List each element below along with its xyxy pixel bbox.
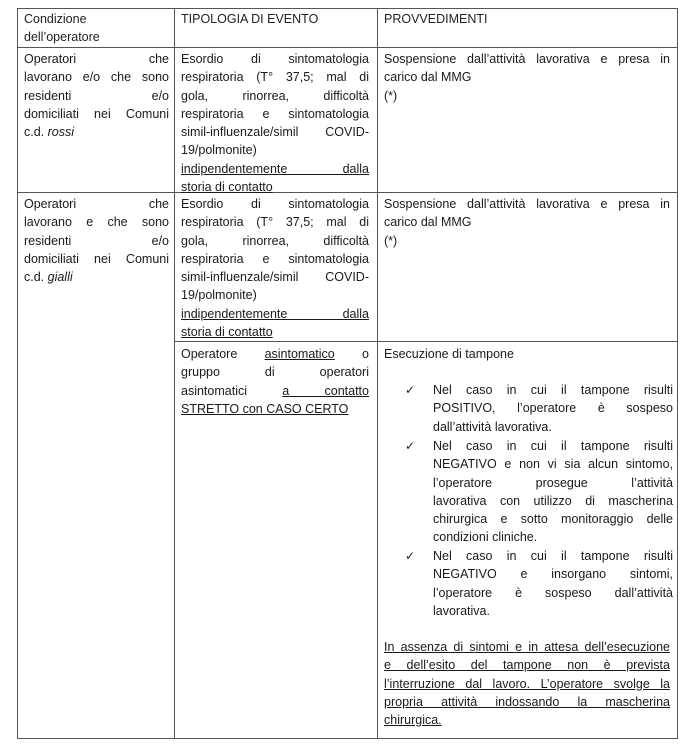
column-divider-1 bbox=[174, 8, 175, 739]
underlined-line: storia di contatto bbox=[181, 325, 273, 340]
table-border-left bbox=[17, 8, 18, 739]
underlined-line: e dell’esito del tampone non è prevista bbox=[384, 658, 670, 673]
zone-color-label: gialli bbox=[47, 270, 73, 285]
text-line: respiratoria (T° 37,5; mal di bbox=[181, 215, 369, 230]
underlined-line: indipendentemente dalla bbox=[181, 161, 369, 176]
row3-provvedimenti-title: Esecuzione di tampone bbox=[384, 347, 514, 361]
bullet-item-positivo bbox=[405, 381, 673, 436]
check-mark-icon: ✓ bbox=[405, 383, 416, 397]
text-line bbox=[24, 268, 169, 286]
text-line bbox=[181, 382, 369, 400]
row3-note bbox=[384, 638, 670, 729]
zone-color-label: rossi bbox=[47, 125, 75, 140]
text-line: respiratoria e sintomatologia bbox=[181, 106, 369, 121]
text-line: carico dal MMG bbox=[384, 215, 472, 230]
row3-tipologia bbox=[181, 345, 369, 418]
text-line: Nel caso in cui il tampone risulti bbox=[433, 549, 673, 563]
table-border-bottom bbox=[17, 738, 677, 739]
header-condizione-line: dell’operatore bbox=[24, 30, 100, 44]
text-line: respiratoria (T° 37,5; mal di bbox=[181, 70, 369, 85]
underlined-line: STRETTO con CASO CERTO bbox=[181, 401, 349, 416]
text-line: POSITIVO, l’operatore è sospeso bbox=[433, 401, 673, 416]
text-line: Esordio di sintomatologia bbox=[181, 197, 369, 211]
text-line: Operatori che bbox=[24, 197, 169, 211]
text-fragment: c.d. bbox=[24, 125, 48, 140]
text-line: Sospensione dall’attività lavorativa e presa in bbox=[384, 52, 670, 66]
row2-condizione bbox=[24, 195, 169, 286]
header-tipologia: TIPOLOGIA DI EVENTO bbox=[181, 12, 319, 26]
text-line: Operatori che bbox=[24, 52, 169, 66]
text-line: residenti e/o bbox=[24, 233, 169, 248]
text-line: domiciliati nei Comuni bbox=[24, 251, 169, 266]
underlined-line: storia di contatto bbox=[181, 180, 273, 195]
text-line: chirurgica e sotto monitoraggio delle bbox=[433, 512, 673, 527]
text-line: 19/polmonite) bbox=[181, 143, 257, 158]
row2-provvedimenti bbox=[384, 195, 670, 250]
header-provvedimenti: PROVVEDIMENTI bbox=[384, 12, 488, 26]
text-line: Esordio di sintomatologia bbox=[181, 52, 369, 66]
text-line: Nel caso in cui il tampone risulti bbox=[433, 439, 673, 453]
text-fragment: asintomatici bbox=[181, 383, 283, 398]
text-fragment: c.d. bbox=[24, 270, 48, 285]
text-line: Sospensione dall’attività lavorativa e presa in bbox=[384, 197, 670, 211]
header-condizione bbox=[24, 10, 169, 46]
row1-condizione bbox=[24, 50, 169, 141]
text-line: lavorativa. bbox=[433, 603, 490, 618]
text-fragment: o bbox=[334, 347, 369, 361]
underlined-line: l’interruzione dal lavoro. L’operatore svolge la bbox=[384, 676, 670, 691]
bullet-item-negativo-sintomi bbox=[405, 547, 673, 620]
text-line: NEGATIVO e insorgano sintomi, bbox=[433, 567, 673, 582]
check-mark-icon: ✓ bbox=[405, 439, 416, 453]
row2-tipologia bbox=[181, 195, 369, 341]
text-line: 19/polmonite) bbox=[181, 288, 257, 303]
column-divider-2 bbox=[377, 8, 378, 739]
text-line: domiciliati nei Comuni bbox=[24, 106, 169, 121]
asterisk-note-ref: (*) bbox=[384, 88, 398, 103]
text-line bbox=[24, 123, 169, 141]
text-line: l’operatore prosegue l’attività bbox=[433, 475, 673, 490]
text-line: lavorativa con utilizzo di mascherina bbox=[433, 493, 673, 508]
header-divider bbox=[17, 47, 677, 48]
check-mark-icon: ✓ bbox=[405, 549, 416, 563]
text-line: NEGATIVO e non vi sia alcun sintomo, bbox=[433, 457, 673, 472]
text-line: l’operatore è sospeso dall’attività bbox=[433, 585, 673, 600]
underlined-line: In assenza di sintomi e in attesa dell’esecuzione bbox=[384, 640, 670, 654]
text-line: lavorano e/o che sono bbox=[24, 70, 169, 85]
header-condizione-line: Condizione bbox=[24, 12, 87, 26]
text-line: gruppo di operatori bbox=[181, 365, 369, 380]
text-line: gola, rinorrea, difficoltà bbox=[181, 233, 369, 248]
bullet-item-negativo-no-sintomi bbox=[405, 437, 673, 547]
row1-provvedimenti bbox=[384, 50, 670, 105]
table-border-top bbox=[17, 8, 677, 9]
text-line: respiratoria e sintomatologia bbox=[181, 251, 369, 266]
underlined-line: propria attività indossando la mascherina bbox=[384, 694, 670, 709]
underlined-line: chirurgica. bbox=[384, 713, 442, 728]
underlined-word: asintomatico bbox=[264, 347, 335, 361]
text-fragment: Operatore bbox=[181, 347, 265, 361]
underlined-word: a contatto bbox=[282, 383, 369, 398]
text-line: simil-influenzale/simil COVID- bbox=[181, 270, 369, 285]
text-line: dall’attività lavorativa. bbox=[433, 419, 552, 434]
row1-tipologia bbox=[181, 50, 369, 196]
text-line: Nel caso in cui il tampone risulti bbox=[433, 383, 673, 397]
text-line: lavorano e che sono bbox=[24, 215, 169, 230]
text-line bbox=[181, 345, 369, 363]
underlined-line: indipendentemente dalla bbox=[181, 306, 369, 321]
text-line: residenti e/o bbox=[24, 88, 169, 103]
text-line: gola, rinorrea, difficoltà bbox=[181, 88, 369, 103]
text-line: carico dal MMG bbox=[384, 70, 472, 85]
text-line: condizioni cliniche. bbox=[433, 530, 538, 545]
text-line: simil-influenzale/simil COVID- bbox=[181, 125, 369, 140]
asterisk-note-ref: (*) bbox=[384, 233, 398, 248]
table-border-right bbox=[677, 8, 678, 739]
